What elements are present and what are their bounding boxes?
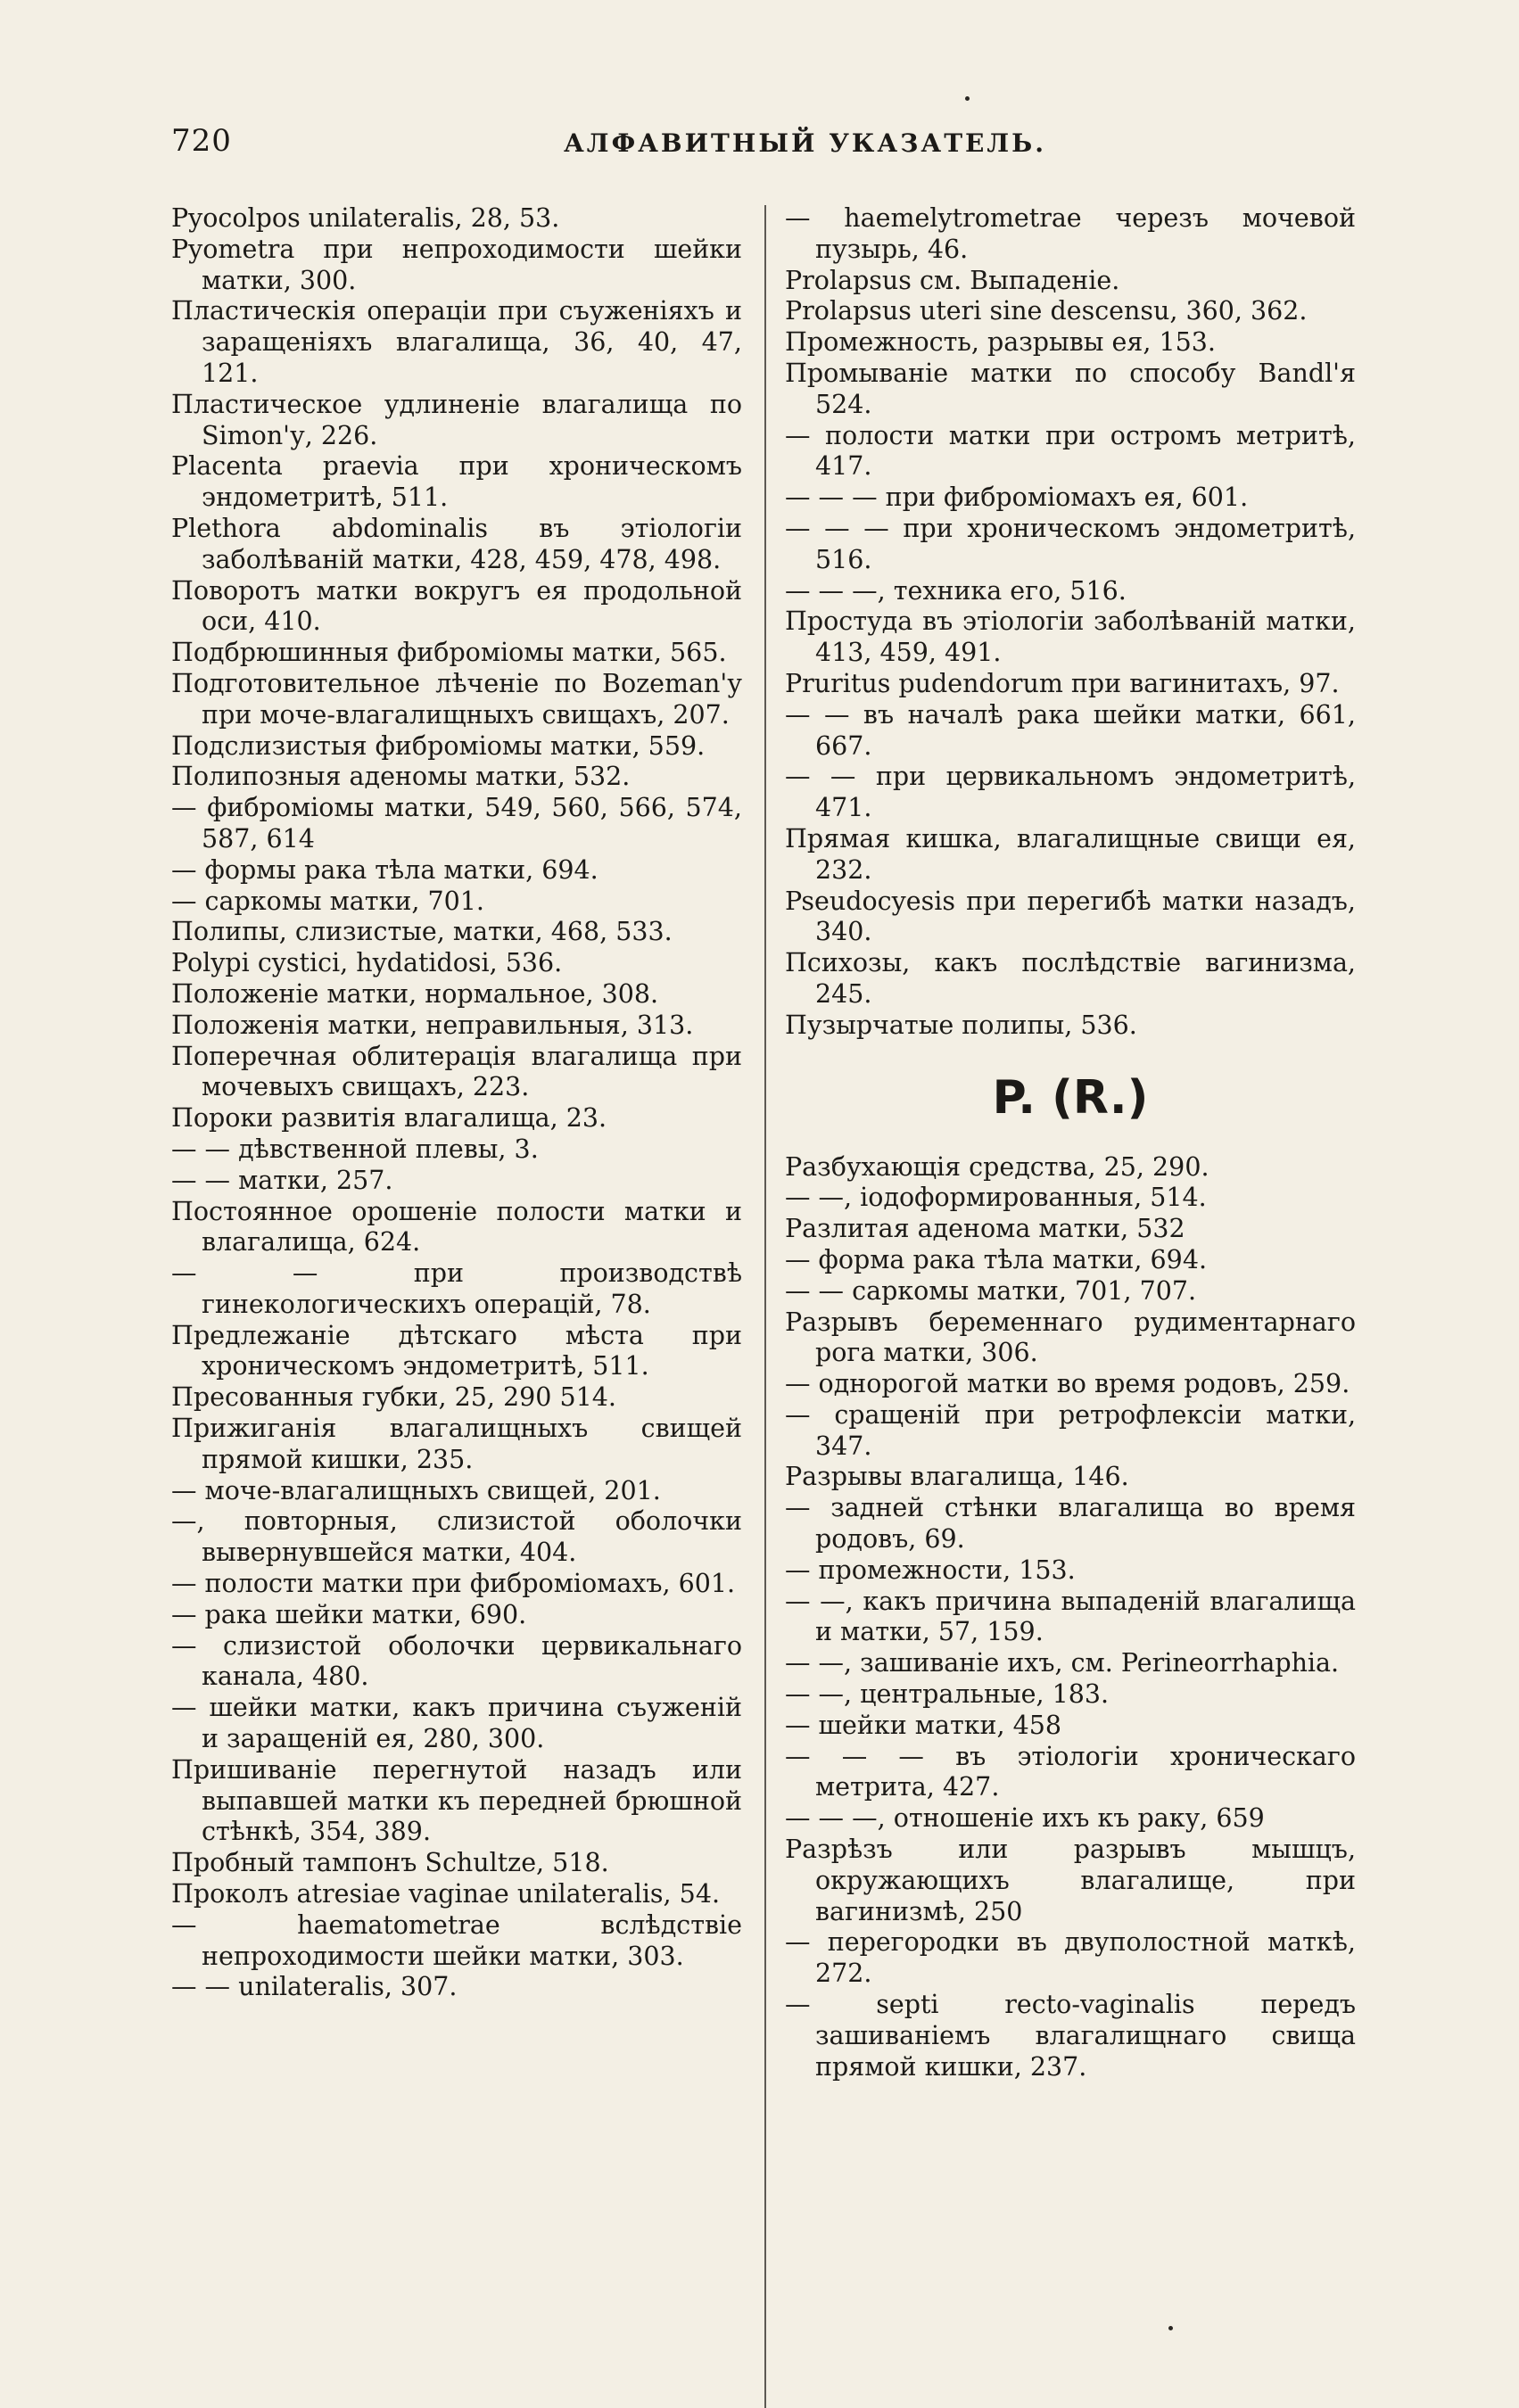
index-entry: Подслизистыя фиброміомы матки, 559. bbox=[171, 730, 706, 761]
index-entry: Prolapsus uteri sine descensu, 360, 362. bbox=[785, 296, 1308, 326]
index-entry: Поперечная облитерація влагалища при мочевыхъ свищахъ, 223. bbox=[171, 1041, 742, 1102]
index-entry: Пробный тампонъ Schultze, 518. bbox=[171, 1848, 609, 1878]
index-entry: — — матки, 257. bbox=[171, 1165, 393, 1195]
index-entry: — полости матки при остромъ метритѣ, 417. bbox=[785, 420, 1356, 482]
index-entry: Промежность, разрывы ея, 153. bbox=[785, 327, 1216, 358]
index-column-right bbox=[785, 203, 1356, 2082]
scan-speck bbox=[1168, 2326, 1173, 2330]
index-entry: Пластическое удлиненіе влагалища по Simon'у, 226. bbox=[171, 389, 742, 450]
index-entry: — — — въ этіологіи хроническаго метрита, 427. bbox=[785, 1741, 1356, 1802]
index-entry: Поворотъ матки вокругъ ея продольной оси, 410. bbox=[171, 575, 742, 637]
index-entry: Plethora abdominalis въ этіологіи заболѣваній матки, 428, 459, 478, 498. bbox=[171, 513, 742, 574]
index-entry: — саркомы матки, 701. bbox=[171, 886, 484, 916]
index-entry: Пороки развитія влагалища, 23. bbox=[171, 1103, 607, 1134]
index-entry: Полипозныя аденомы матки, 532. bbox=[171, 762, 631, 792]
index-entry: — промежности, 153. bbox=[785, 1554, 1076, 1585]
index-entry: Промываніе матки по способу Bandl'я 524. bbox=[785, 358, 1356, 419]
index-entry: Простуда въ этіологіи заболѣваній матки, 413, 459, 491. bbox=[785, 606, 1356, 668]
index-entry: — сращеній при ретрофлексіи матки, 347. bbox=[785, 1399, 1356, 1461]
index-entry: — —, іодоформированныя, 514. bbox=[785, 1183, 1207, 1213]
index-block-r bbox=[785, 1152, 1356, 2083]
index-entry: Проколъ atresiae vaginae unilateralis, 54. bbox=[171, 1879, 721, 1909]
index-entry: — — —, техника его, 516. bbox=[785, 575, 1127, 606]
index-entry: — haemelytrometrae черезъ мочевой пузырь, 46. bbox=[785, 203, 1356, 264]
index-entry: — — при цервикальномъ эндометритѣ, 471. bbox=[785, 762, 1356, 823]
index-entry: — — —, отношеніе ихъ къ раку, 659 bbox=[785, 1803, 1265, 1834]
index-entry: Предлежаніе дѣтскаго мѣста при хроническомъ эндометритѣ, 511. bbox=[171, 1320, 742, 1381]
index-entry: Prolapsus см. Выпаденіе. bbox=[785, 265, 1120, 295]
index-entry: Pruritus pudendorum при вагинитахъ, 97. bbox=[785, 668, 1340, 698]
index-entry: — шейки матки, 458 bbox=[785, 1710, 1062, 1740]
running-title: АЛФАВИТНЫЙ УКАЗАТЕЛЬ. bbox=[564, 128, 1046, 158]
index-entry: Разрѣзъ или разрывъ мышцъ, окружающихъ влагалище, при вагинизмѣ, 250 bbox=[785, 1835, 1356, 1926]
index-entry: — слизистой оболочки цервикальнаго канала, 480. bbox=[171, 1630, 742, 1692]
index-entry: Пластическія операціи при съуженіяхъ и заращеніяхъ влагалища, 36, 40, 47, 121. bbox=[171, 296, 742, 388]
index-entry: — —, центральные, 183. bbox=[785, 1679, 1110, 1710]
index-entry: — — unilateralis, 307. bbox=[171, 1972, 458, 2002]
index-entry: — шейки матки, какъ причина съуженій и заращеній ея, 280, 300. bbox=[171, 1693, 742, 1754]
index-entry: — haematometrae вслѣдствіе непроходимости шейки матки, 303. bbox=[171, 1909, 742, 1971]
index-entry: Pyometra при непроходимости шейки матки, 300. bbox=[171, 234, 742, 295]
index-entry: — — — при хроническомъ эндометритѣ, 516. bbox=[785, 513, 1356, 574]
index-block-p-cyrillic bbox=[785, 203, 1356, 1042]
index-entry: Разбухающія средства, 25, 290. bbox=[785, 1151, 1209, 1182]
index-entry: — —, какъ причина выпаденій влагалища и матки, 57, 159. bbox=[785, 1586, 1356, 1647]
index-entry: — — — при фиброміомахъ ея, 601. bbox=[785, 482, 1249, 513]
index-entry: Пузырчатые полипы, 536. bbox=[785, 1010, 1137, 1040]
index-entry: — — дѣвственной плевы, 3. bbox=[171, 1134, 539, 1164]
index-entry: Психозы, какъ послѣдствіе вагинизма, 245. bbox=[785, 948, 1356, 1009]
index-entry: Pseudocyesis при перегибѣ матки назадъ, 340. bbox=[785, 886, 1356, 947]
index-entry: — — саркомы матки, 701, 707. bbox=[785, 1275, 1197, 1306]
index-entry: Положенія матки, неправильныя, 313. bbox=[171, 1010, 694, 1040]
index-entry: — septi recto-vaginalis передъ зашиваніемъ влагалищнаго свища прямой кишки, 237. bbox=[785, 1990, 1356, 2082]
index-entry: — моче-влагалищныхъ свищей, 201. bbox=[171, 1475, 661, 1505]
index-entry: — формы рака тѣла матки, 694. bbox=[171, 854, 599, 885]
index-entry: —, повторныя, слизистой оболочки вывернувшейся матки, 404. bbox=[171, 1506, 742, 1568]
scan-speck bbox=[965, 96, 970, 101]
index-entry: Polypi cystici, hydatidosi, 536. bbox=[171, 948, 563, 978]
section-letter-heading: P. (R.) bbox=[992, 1070, 1149, 1125]
index-entry: — задней стѣнки влагалища во время родовъ, 69. bbox=[785, 1493, 1356, 1554]
index-entry: Пришиваніе перегнутой назадъ или выпавшей матки къ передней брюшной стѣнкѣ, 354, 389. bbox=[171, 1754, 742, 1847]
index-entry: Разрывы влагалища, 146. bbox=[785, 1462, 1129, 1492]
index-entry: Полипы, слизистые, матки, 468, 533. bbox=[171, 917, 673, 947]
index-entry: Разлитая аденома матки, 532 bbox=[785, 1214, 1185, 1244]
index-entry: — фиброміомы матки, 549, 560, 566, 574, 587, 614 bbox=[171, 793, 742, 854]
index-entry: Прямая кишка, влагалищные свищи ея, 232. bbox=[785, 823, 1356, 885]
index-entry: Подготовительное лѣченіе по Bozeman'у при моче-влагалищныхъ свищахъ, 207. bbox=[171, 668, 742, 730]
index-entry: — полости матки при фиброміомахъ, 601. bbox=[171, 1569, 736, 1599]
index-entry: Подбрюшинныя фиброміомы матки, 565. bbox=[171, 638, 727, 668]
index-entry: — —, зашиваніе ихъ, см. Perineorrhaphia. bbox=[785, 1648, 1340, 1678]
index-entry: — — въ началѣ рака шейки матки, 661, 667. bbox=[785, 699, 1356, 761]
index-entry: — однорогой матки во время родовъ, 259. bbox=[785, 1369, 1350, 1399]
index-entry: Постоянное орошеніе полости матки и влагалища, 624. bbox=[171, 1196, 742, 1258]
index-entry: Разрывъ беременнаго рудиментарнаго рога матки, 306. bbox=[785, 1307, 1356, 1368]
page-header bbox=[171, 123, 1347, 168]
index-entry: Placenta praevia при хроническомъ эндометритѣ, 511. bbox=[171, 451, 742, 513]
index-entry: Пресованныя губки, 25, 290 514. bbox=[171, 1382, 616, 1413]
index-column-left bbox=[171, 203, 742, 2003]
index-entry: — — при производствѣ гинекологическихъ операцій, 78. bbox=[171, 1258, 742, 1319]
index-entry: Прижиганія влагалищныхъ свищей прямой кишки, 235. bbox=[171, 1414, 742, 1474]
index-entry: — перегородки въ двуполостной маткѣ, 272. bbox=[785, 1927, 1356, 1989]
index-entry: Положеніе матки, нормальное, 308. bbox=[171, 978, 659, 1009]
index-entry: — форма рака тѣла матки, 694. bbox=[785, 1244, 1208, 1274]
column-divider bbox=[764, 205, 766, 2408]
page-number: 720 bbox=[171, 123, 232, 159]
index-entry: — рака шейки матки, 690. bbox=[171, 1599, 527, 1629]
index-entry: Pyocolpos unilateralis, 28, 53. bbox=[171, 203, 560, 233]
